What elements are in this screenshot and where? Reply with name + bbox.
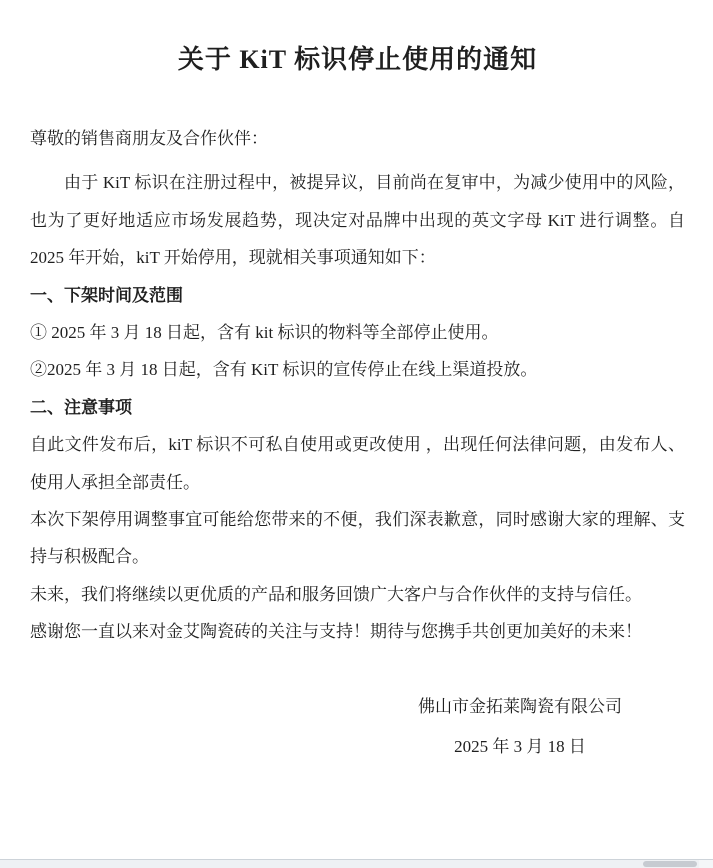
notice-paragraph-4: 感谢您一直以来对金艾陶瓷砖的关注与支持！期待与您携手共创更加美好的未来！ — [30, 622, 642, 642]
signature-block — [380, 687, 660, 767]
section1-item-1: ① 2025 年 3 月 18 日起，含有 kit 标识的物料等全部停止使用。 — [30, 323, 499, 343]
scrollbar-corner — [699, 860, 713, 868]
salutation: 尊敬的销售商朋友及合作伙伴： — [30, 129, 268, 148]
intro-paragraph: 由于 KiT 标识在注册过程中，被提异议，目前尚在复审中，为减少使用中的风险，也为了更好地适应市场发展趋势，现决定对品牌中出现的英文字母 KiT 进行调整。自 2025 年开始，kiT 开始停用，现就相关事项通知如下： — [30, 173, 685, 268]
notice-paragraph-1: 自此文件发布后，kiT 标识不可私自使用或更改使用 ，出现任何法律问题，由发布人、使用人承担全部责任。 — [30, 435, 685, 492]
signature-date: 2025 年 3 月 18 日 — [454, 736, 586, 756]
horizontal-scrollbar[interactable] — [0, 859, 713, 868]
signature-company: 佛山市金拓莱陶瓷有限公司 — [418, 696, 622, 716]
scrollbar-thumb[interactable] — [643, 861, 697, 867]
section1-heading: 一、下架时间及范围 — [30, 285, 183, 305]
section1-item-2: ②2025 年 3 月 18 日起，含有 KiT 标识的宣传停止在线上渠道投放。 — [30, 360, 538, 380]
document-title: 关于 KiT 标识停止使用的通知 — [177, 45, 538, 74]
notice-paragraph-3: 未来，我们将继续以更优质的产品和服务回馈广大客户与合作伙伴的支持与信任。 — [30, 584, 642, 604]
notice-paragraph-2: 本次下架停用调整事宜可能给您带来的不便，我们深表歉意，同时感谢大家的理解、支持与积极配合。 — [30, 510, 685, 567]
document-body — [30, 0, 685, 767]
section2-heading: 二、注意事项 — [30, 397, 132, 417]
